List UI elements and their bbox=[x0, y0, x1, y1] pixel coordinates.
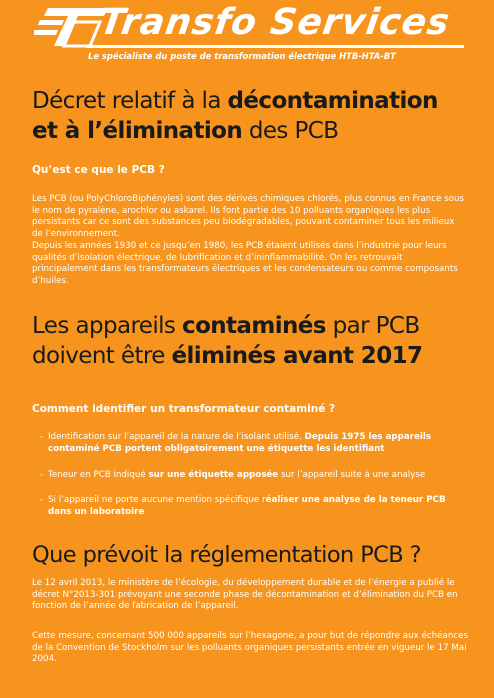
section2-title-part: Les appareils bbox=[32, 313, 183, 339]
section2-title-bold: contaminés bbox=[182, 313, 326, 339]
bullet-text: Si l’appareil ne porte aucune mention spécifique r bbox=[48, 495, 266, 505]
tagline: Le spécialiste du poste de transformation électrique HTB-HTA-BT bbox=[88, 51, 396, 61]
bullet-text-bold: Depuis 1975 les appareils contaminé PCB portent obligatoirement une étiquette les identifiant bbox=[48, 432, 432, 454]
bullet-text: Teneur en PCB indiqué bbox=[48, 470, 149, 480]
section2-title-part: doivent être bbox=[32, 343, 172, 369]
section2-title bbox=[32, 311, 422, 371]
list-item bbox=[40, 431, 470, 455]
bullet-dash: - bbox=[40, 495, 44, 505]
section1-title-part: des PCB bbox=[242, 118, 339, 144]
section1-paragraph: Depuis les années 1930 et ce jusqu’en 1980, les PCB étaient utilisés dans l’industrie pour leurs qualités d’isolation électrique, de lubrification et d’ininflammabilité. On les retrouvait principalement dans les transformateurs électriques et les condensateurs ou comme composants d’huiles. bbox=[32, 241, 458, 286]
section3-paragraph: Le 12 avril 2013, le ministère de l’écologie, du développement durable et de l’énergie a publié le décret N°2013-301 prévoyant une seconde phase de décontamination et d’élimination du PCB en fonction de l’année de fabrication de l’appareil. bbox=[32, 578, 458, 611]
bullet-text: sur l’appareil suite à une analyse bbox=[278, 470, 426, 480]
section3-paragraph: Cette mesure, concernant 500 000 appareils sur l’hexagone, a pour but de répondre aux échéances de la Convention de Stockholm sur les polluants organiques persistants entrée en vigueur le 17 Mai 2004. bbox=[32, 631, 468, 664]
section1-paragraph: Les PCB (ou PolyChloroBiphényles) sont des dérivés chimiques chlorés, plus connus en France sous le nom de pyralène, arochlor ou askarel. Ils font partie des 10 polluants organiques les plus persistants car ce sont des substances peu biodégradables, pouvant contaminer tous les milieux de l’environnement. bbox=[32, 194, 464, 239]
section1-title-bold: et à l’élimination bbox=[32, 118, 243, 144]
list-item bbox=[40, 494, 470, 518]
section1-title bbox=[32, 86, 438, 146]
section1-title-bold: décontamination bbox=[227, 88, 438, 114]
bullet-text-bold: sur une étiquette apposée bbox=[148, 470, 279, 480]
bullet-text: Identification sur l’appareil de la nature de l’isolant utilisé. bbox=[48, 432, 305, 442]
bullet-dash: - bbox=[40, 432, 44, 442]
section3-title: Que prévoit la réglementation PCB ? bbox=[32, 542, 422, 568]
section2-subtitle: Comment identifier un transformateur contaminé ? bbox=[32, 403, 336, 415]
section1-subtitle: Qu’est ce que le PCB ? bbox=[32, 164, 165, 176]
brand-name: Transfo Services bbox=[97, 2, 453, 43]
section2-title-bold: éliminés avant 2017 bbox=[171, 343, 423, 369]
section1-title-part: Décret relatif à la bbox=[32, 88, 228, 114]
brand-underline bbox=[86, 45, 464, 48]
list-item bbox=[40, 469, 470, 481]
section2-title-part: par PCB bbox=[325, 313, 420, 339]
bullet-text-bold: éaliser une analyse de la teneur PCB dans un laboratoire bbox=[48, 495, 446, 517]
header bbox=[0, 0, 494, 74]
bullet-dash: - bbox=[40, 470, 44, 480]
